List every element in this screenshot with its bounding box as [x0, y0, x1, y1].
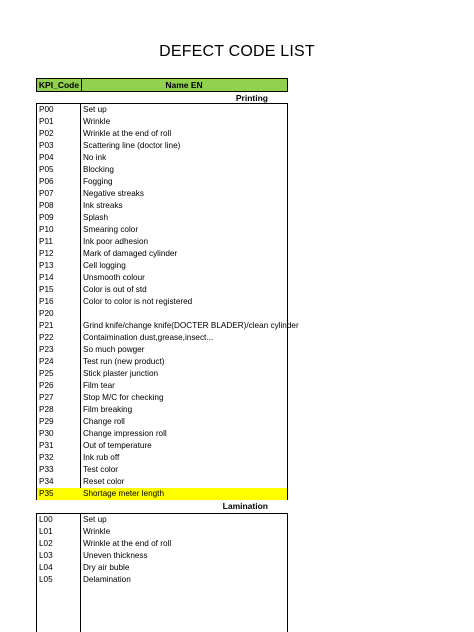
kpi-code-cell: P00: [39, 105, 54, 114]
table-row: [37, 176, 287, 188]
table-row: [37, 526, 287, 538]
defect-name-cell: Fogging: [83, 177, 113, 186]
defect-name-cell: Wrinkle at the end of roll: [83, 129, 172, 138]
kpi-code-cell: P07: [39, 189, 54, 198]
defect-name-cell: Test run (new product): [83, 357, 165, 366]
kpi-code-cell: L00: [39, 515, 53, 524]
table-row: [37, 212, 287, 224]
defect-name-cell: Shortage meter length: [83, 489, 165, 498]
kpi-code-cell: P22: [39, 333, 54, 342]
defect-name-cell: Reset color: [83, 477, 125, 486]
kpi-code-cell: P21: [39, 321, 54, 330]
table-row: [37, 392, 287, 404]
kpi-code-cell: P28: [39, 405, 54, 414]
defect-name-cell: Change impression roll: [83, 429, 167, 438]
kpi-code-cell: P27: [39, 393, 54, 402]
table-row: [37, 404, 287, 416]
table-row: [37, 140, 287, 152]
defect-name-cell: Dry air buble: [83, 563, 130, 572]
section-label-printing: Printing: [235, 93, 268, 103]
defect-name-cell: Film breaking: [83, 405, 133, 414]
defect-name-cell: Wrinkle: [83, 117, 111, 126]
section-label-lamination: Lamination: [222, 501, 268, 511]
table-row: [37, 416, 287, 428]
table-row: [37, 152, 287, 164]
kpi-code-cell: P12: [39, 249, 54, 258]
defect-name-cell: Change roll: [83, 417, 125, 426]
header-name-en: Name EN: [165, 80, 203, 90]
table-row: [37, 356, 287, 368]
table-row: [37, 538, 287, 550]
defect-name-cell: Ink streaks: [83, 201, 123, 210]
table-row: [37, 308, 287, 320]
table-row: [37, 380, 287, 392]
kpi-code-cell: P02: [39, 129, 54, 138]
defect-name-cell: Wrinkle at the end of roll: [83, 539, 172, 548]
defect-name-cell: Splash: [83, 213, 109, 222]
kpi-code-cell: P35: [39, 489, 54, 498]
defect-name-cell: Mark of damaged cylinder: [83, 249, 178, 258]
defect-name-cell: No ink: [83, 153, 107, 162]
page-title: DEFECT CODE LIST: [159, 43, 315, 60]
kpi-code-cell: L03: [39, 551, 53, 560]
table-row: [37, 236, 287, 248]
defect-name-cell: Grind knife/change knife(DOCTER BLADER)/clean cylinder: [83, 321, 299, 330]
table-row: [37, 428, 287, 440]
defect-name-cell: Ink poor adhesion: [83, 237, 149, 246]
table-row: [37, 284, 287, 296]
kpi-code-cell: L05: [39, 575, 53, 584]
defect-name-cell: Set up: [83, 105, 107, 114]
defect-name-cell: Unsmooth colour: [83, 273, 145, 282]
defect-name-cell: Blocking: [83, 165, 114, 174]
kpi-code-cell: P30: [39, 429, 54, 438]
table-row: [37, 320, 299, 332]
kpi-code-cell: P20: [39, 309, 54, 318]
defect-name-cell: Film tear: [83, 381, 115, 390]
table-row: [37, 514, 287, 526]
kpi-code-cell: P24: [39, 357, 54, 366]
table-row: [37, 164, 287, 176]
kpi-code-cell: P25: [39, 369, 54, 378]
kpi-code-cell: P31: [39, 441, 54, 450]
lamination-table: [36, 513, 288, 632]
table-row: [37, 368, 287, 380]
kpi-code-cell: P06: [39, 177, 54, 186]
header-kpi-code: KPI_Code: [37, 79, 82, 91]
kpi-code-cell: P08: [39, 201, 54, 210]
kpi-code-cell: P16: [39, 297, 54, 306]
kpi-code-cell: P26: [39, 381, 54, 390]
defect-name-cell: Negative streaks: [83, 189, 144, 198]
defect-name-cell: Test color: [83, 465, 119, 474]
table-row: [37, 200, 287, 212]
table-header: [36, 78, 288, 92]
kpi-code-cell: P15: [39, 285, 54, 294]
defect-name-cell: Wrinkle: [83, 527, 111, 536]
defect-name-cell: Uneven thickness: [83, 551, 148, 560]
table-row: [37, 550, 287, 562]
table-row: [37, 574, 287, 586]
table-row: [37, 344, 287, 356]
table-row: [37, 272, 287, 284]
defect-name-cell: Cell logging: [83, 261, 126, 270]
defect-name-cell: Color is out of std: [83, 285, 147, 294]
table-row: [37, 188, 287, 200]
defect-name-cell: Contaimination dust,grease,insect...: [83, 333, 214, 342]
table-row: [37, 296, 287, 308]
table-row: [37, 488, 287, 500]
table-row: [37, 116, 287, 128]
kpi-code-cell: P04: [39, 153, 54, 162]
kpi-code-cell: L02: [39, 539, 53, 548]
table-row: [37, 464, 287, 476]
table-row: [37, 224, 287, 236]
kpi-code-cell: P10: [39, 225, 54, 234]
kpi-code-cell: P32: [39, 453, 54, 462]
defect-name-cell: Color to color is not registered: [83, 297, 193, 306]
table-row: [37, 128, 287, 140]
kpi-code-cell: P34: [39, 477, 54, 486]
defect-name-cell: Stick plaster junction: [83, 369, 159, 378]
kpi-code-cell: P13: [39, 261, 54, 270]
kpi-code-cell: P29: [39, 417, 54, 426]
kpi-code-cell: P01: [39, 117, 54, 126]
defect-name-cell: Smearing color: [83, 225, 139, 234]
kpi-code-cell: P33: [39, 465, 54, 474]
table-row: [37, 440, 287, 452]
kpi-code-cell: L04: [39, 563, 53, 572]
table-row: [37, 332, 287, 344]
kpi-code-cell: P23: [39, 345, 54, 354]
defect-name-cell: Delamination: [83, 575, 131, 584]
defect-name-cell: Ink rub off: [83, 453, 120, 462]
kpi-code-cell: P11: [39, 237, 53, 246]
kpi-code-cell: P14: [39, 273, 54, 282]
defect-name-cell: Stop M/C for checking: [83, 393, 164, 402]
printing-table: [36, 103, 299, 500]
defect-name-cell: Scattering line (doctor line): [83, 141, 181, 150]
table-row: [37, 476, 287, 488]
defect-name-cell: Set up: [83, 515, 107, 524]
table-row: [37, 260, 287, 272]
kpi-code-cell: L01: [39, 527, 53, 536]
defect-name-cell: Out of temperature: [83, 441, 152, 450]
table-row: [37, 562, 287, 574]
defect-name-cell: So much powger: [83, 345, 145, 354]
kpi-code-cell: P05: [39, 165, 54, 174]
table-row: [37, 248, 287, 260]
kpi-code-cell: P03: [39, 141, 54, 150]
table-row: [37, 104, 287, 116]
table-row: [37, 452, 287, 464]
kpi-code-cell: P09: [39, 213, 54, 222]
